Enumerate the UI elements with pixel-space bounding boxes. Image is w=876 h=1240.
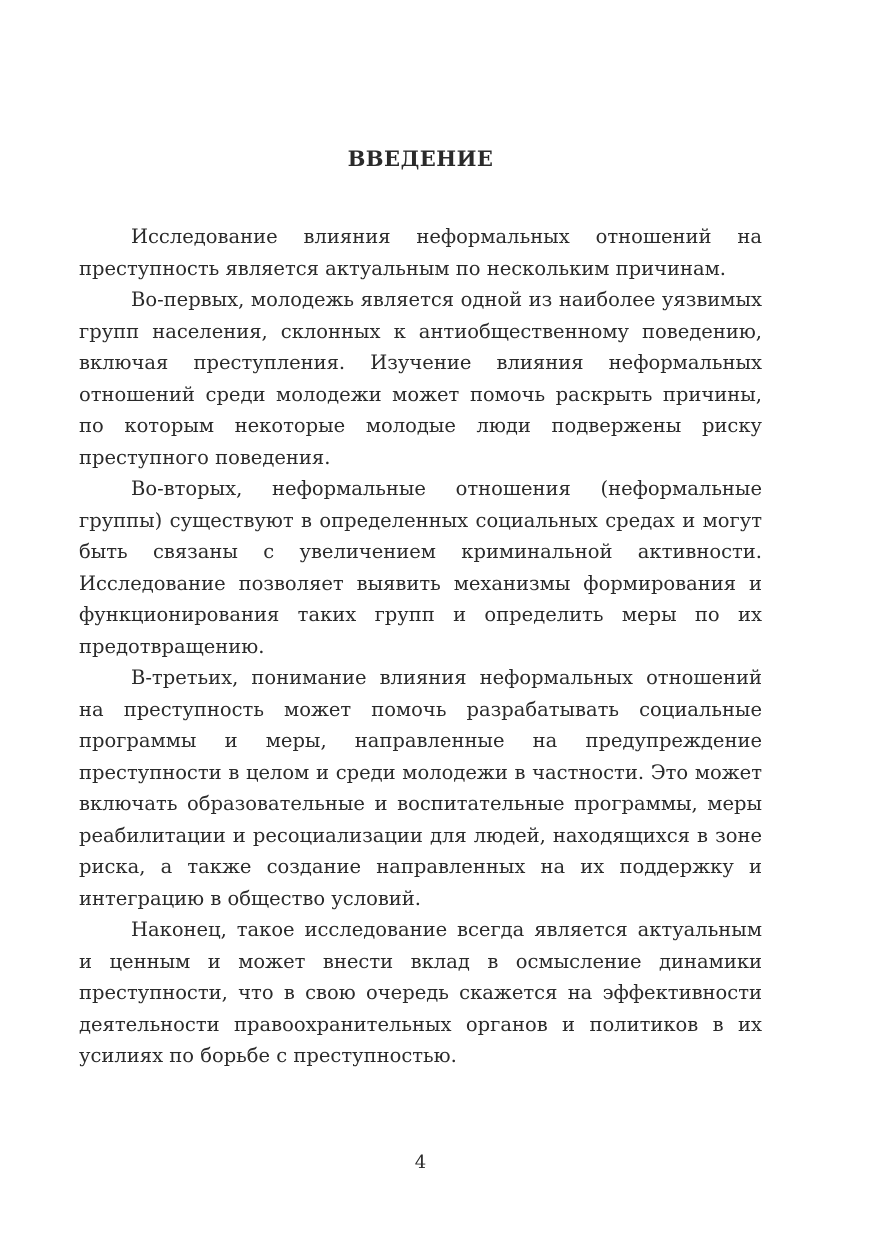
document-page <box>79 0 762 1240</box>
paragraph-first-reason: Во-первых, молодежь является одной из наиболее уязвимых групп населения, склонных к антиобщественному поведению, включая преступления. Изучение влияния неформальных отношений среди молодежи может помочь раскрыть причины, по которым некоторые молодые люди подвержены риску преступного поведения. <box>79 288 762 469</box>
paragraph-intro: Исследование влияния неформальных отношений на преступность является актуальным по нескольким причинам. <box>79 225 762 280</box>
page-title: ВВЕДЕНИЕ <box>347 146 494 171</box>
paragraph-third-reason: В-третьих, понимание влияния неформальных отношений на преступность может помочь разрабатывать социальные программы и меры, направленные на предупреждение преступности в целом и среди молодежи в частности. Это может включать образовательные и воспитательные программы, меры реабилитации и ресоциализации для людей, находящихся в зоне риска, а также создание направленных на их поддержку и интеграцию в общество условий. <box>79 666 762 910</box>
paragraph-conclusion: Наконец, такое исследование всегда является актуальным и ценным и может внести вклад в осмысление динамики преступности, что в свою очередь скажется на эффективности деятельности правоохранительных органов и политиков в их усилиях по борьбе с преступностью. <box>79 918 762 1067</box>
page-number: 4 <box>414 1152 427 1173</box>
paragraph-second-reason: Во-вторых, неформальные отношения (неформальные группы) существуют в определенных социальных средах и могут быть связаны с увеличением криминальной активности. Исследование позволяет выявить механизмы формирования и функционирования таких групп и определить меры по их предотвращению. <box>79 477 762 658</box>
body-text <box>79 221 762 1072</box>
